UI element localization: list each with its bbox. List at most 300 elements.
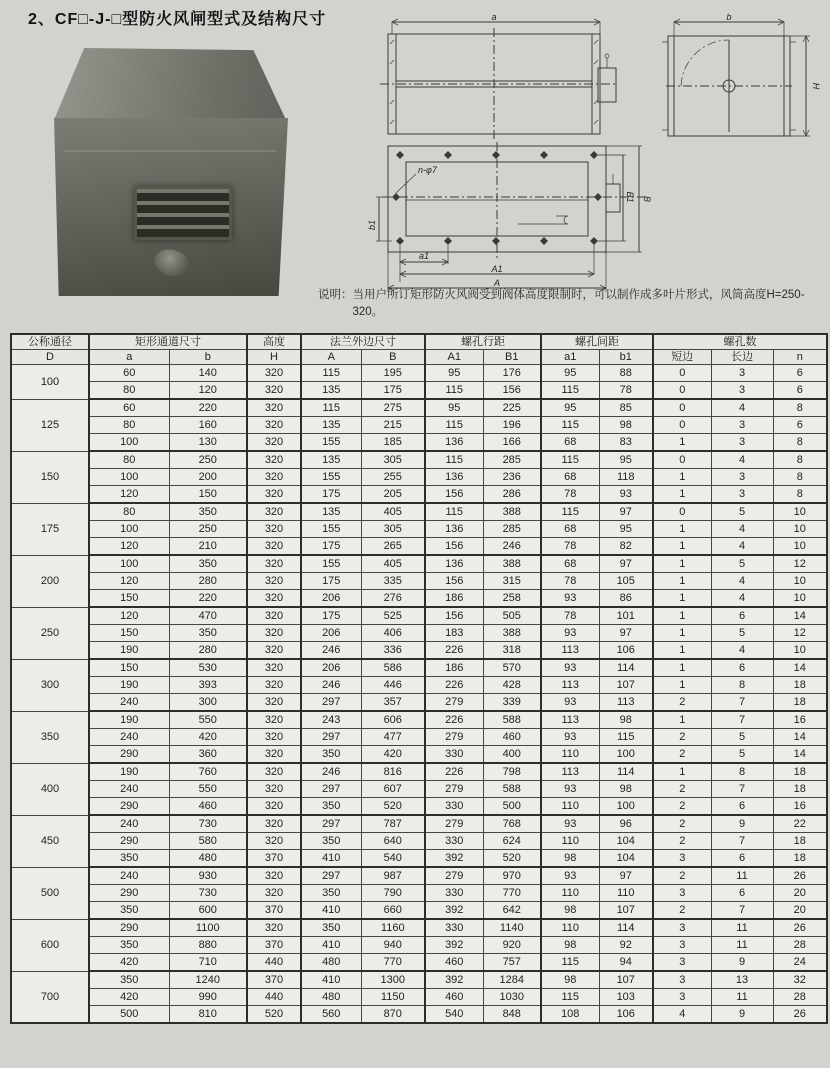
table-cell: 1 bbox=[653, 625, 711, 642]
table-cell: 392 bbox=[425, 937, 483, 954]
table-cell: 106 bbox=[599, 642, 653, 660]
table-cell: 770 bbox=[483, 885, 541, 902]
table-cell: 400 bbox=[483, 746, 541, 764]
table-cell: 470 bbox=[169, 607, 247, 625]
table-cell: 7 bbox=[711, 833, 773, 850]
end-view-top-dim-label: b bbox=[726, 12, 732, 22]
table-cell: 816 bbox=[361, 763, 425, 781]
table-cell: 175 bbox=[301, 573, 361, 590]
table-cell: 570 bbox=[483, 659, 541, 677]
table-row bbox=[11, 729, 827, 746]
table-cell: 768 bbox=[483, 815, 541, 833]
table-cell: 246 bbox=[483, 538, 541, 556]
table-row bbox=[11, 399, 827, 417]
table-cell: 98 bbox=[541, 902, 599, 920]
table-cell: 500 bbox=[483, 798, 541, 816]
table-cell: 183 bbox=[425, 625, 483, 642]
column-group-header: 法兰外边尺寸 bbox=[301, 334, 425, 350]
table-cell: 78 bbox=[599, 382, 653, 400]
table-cell: 246 bbox=[301, 642, 361, 660]
table-cell: 870 bbox=[361, 1006, 425, 1024]
table-cell: 11 bbox=[711, 919, 773, 937]
table-cell: 6 bbox=[773, 365, 827, 382]
table-cell: 95 bbox=[541, 365, 599, 382]
table-cell: 336 bbox=[361, 642, 425, 660]
table-cell: 156 bbox=[425, 486, 483, 504]
table-cell: 440 bbox=[247, 989, 301, 1006]
table-cell: 320 bbox=[247, 451, 301, 469]
table-cell: 318 bbox=[483, 642, 541, 660]
table-row bbox=[11, 625, 827, 642]
table-cell: 757 bbox=[483, 954, 541, 972]
table-cell: 4 bbox=[711, 573, 773, 590]
table-cell: 175 bbox=[301, 607, 361, 625]
table-cell: 106 bbox=[599, 1006, 653, 1024]
table-cell: 115 bbox=[425, 417, 483, 434]
table-cell: 2 bbox=[653, 867, 711, 885]
table-row bbox=[11, 451, 827, 469]
table-cell: 10 bbox=[773, 538, 827, 556]
end-view-height-dim-label: H bbox=[811, 82, 821, 90]
column-subheader: B1 bbox=[483, 350, 541, 365]
table-cell: 1160 bbox=[361, 919, 425, 937]
table-cell: 156 bbox=[425, 607, 483, 625]
table-cell: 360 bbox=[169, 746, 247, 764]
photo-seam bbox=[64, 150, 276, 152]
table-cell: 78 bbox=[541, 573, 599, 590]
table-cell: 520 bbox=[361, 798, 425, 816]
table-cell: 320 bbox=[247, 434, 301, 452]
table-cell: 94 bbox=[599, 954, 653, 972]
table-cell: 500 bbox=[89, 1006, 169, 1024]
table-cell: 285 bbox=[483, 521, 541, 538]
table-cell: 1 bbox=[653, 763, 711, 781]
table-cell: 320 bbox=[247, 365, 301, 382]
table-cell: 320 bbox=[247, 815, 301, 833]
table-cell: 88 bbox=[599, 365, 653, 382]
table-cell: 320 bbox=[247, 694, 301, 712]
table-row bbox=[11, 677, 827, 694]
nominal-diameter-cell: 300 bbox=[11, 659, 89, 711]
table-cell: 166 bbox=[483, 434, 541, 452]
table-cell: 410 bbox=[301, 971, 361, 989]
table-cell: 1240 bbox=[169, 971, 247, 989]
table-cell: 175 bbox=[301, 486, 361, 504]
table-cell: 155 bbox=[301, 469, 361, 486]
table-cell: 0 bbox=[653, 399, 711, 417]
table-cell: 186 bbox=[425, 659, 483, 677]
table-cell: 1030 bbox=[483, 989, 541, 1006]
table-cell: 28 bbox=[773, 937, 827, 954]
table-cell: 195 bbox=[361, 365, 425, 382]
table-cell: 60 bbox=[89, 399, 169, 417]
table-cell: 80 bbox=[89, 503, 169, 521]
table-cell: 330 bbox=[425, 885, 483, 902]
table-cell: 100 bbox=[89, 434, 169, 452]
table-cell: 28 bbox=[773, 989, 827, 1006]
table-cell: 388 bbox=[483, 555, 541, 573]
table-cell: 250 bbox=[169, 521, 247, 538]
table-cell: 388 bbox=[483, 625, 541, 642]
table-cell: 250 bbox=[169, 451, 247, 469]
table-cell: 185 bbox=[361, 434, 425, 452]
table-cell: 279 bbox=[425, 867, 483, 885]
table-cell: 8 bbox=[773, 451, 827, 469]
table-cell: 140 bbox=[169, 365, 247, 382]
dimension-table bbox=[10, 333, 828, 1024]
table-cell: 100 bbox=[89, 469, 169, 486]
table-cell: 156 bbox=[425, 573, 483, 590]
column-subheader: 长边 bbox=[711, 350, 773, 365]
table-row bbox=[11, 590, 827, 608]
table-cell: 8 bbox=[773, 486, 827, 504]
column-group-header: 螺孔行距 bbox=[425, 334, 541, 350]
table-cell: 8 bbox=[773, 434, 827, 452]
table-cell: 11 bbox=[711, 867, 773, 885]
table-cell: 107 bbox=[599, 902, 653, 920]
table-cell: 9 bbox=[711, 1006, 773, 1024]
table-cell: 350 bbox=[301, 885, 361, 902]
table-cell: 190 bbox=[89, 677, 169, 694]
table-cell: 339 bbox=[483, 694, 541, 712]
table-cell: 258 bbox=[483, 590, 541, 608]
table-cell: 14 bbox=[773, 607, 827, 625]
table-row bbox=[11, 763, 827, 781]
table-cell: 156 bbox=[483, 382, 541, 400]
table-cell: 104 bbox=[599, 833, 653, 850]
table-cell: 11 bbox=[711, 937, 773, 954]
table-cell: 3 bbox=[653, 937, 711, 954]
table-cell: 18 bbox=[773, 677, 827, 694]
table-cell: 135 bbox=[301, 451, 361, 469]
column-group-header: 高度 bbox=[247, 334, 301, 350]
table-cell: 115 bbox=[301, 399, 361, 417]
table-cell: 320 bbox=[247, 399, 301, 417]
table-cell: 300 bbox=[169, 694, 247, 712]
table-cell: 226 bbox=[425, 711, 483, 729]
table-cell: 320 bbox=[247, 642, 301, 660]
table-row bbox=[11, 954, 827, 972]
table-cell: 406 bbox=[361, 625, 425, 642]
table-cell: 16 bbox=[773, 798, 827, 816]
table-cell: 205 bbox=[361, 486, 425, 504]
table-cell: 2 bbox=[653, 694, 711, 712]
table-cell: 480 bbox=[301, 954, 361, 972]
table-cell: 280 bbox=[169, 642, 247, 660]
table-cell: 1300 bbox=[361, 971, 425, 989]
table-cell: 95 bbox=[425, 399, 483, 417]
table-cell: 970 bbox=[483, 867, 541, 885]
table-cell: 440 bbox=[247, 954, 301, 972]
table-cell: 100 bbox=[599, 798, 653, 816]
nominal-diameter-cell: 600 bbox=[11, 919, 89, 971]
table-row bbox=[11, 607, 827, 625]
table-cell: 18 bbox=[773, 833, 827, 850]
table-cell: 1 bbox=[653, 486, 711, 504]
table-cell: 405 bbox=[361, 503, 425, 521]
table-cell: 120 bbox=[89, 486, 169, 504]
table-cell: 7 bbox=[711, 694, 773, 712]
table-cell: 104 bbox=[599, 850, 653, 868]
table-cell: 588 bbox=[483, 711, 541, 729]
table-cell: 0 bbox=[653, 503, 711, 521]
table-cell: 156 bbox=[425, 538, 483, 556]
table-cell: 370 bbox=[247, 902, 301, 920]
table-cell: 848 bbox=[483, 1006, 541, 1024]
table-cell: 330 bbox=[425, 798, 483, 816]
table-row bbox=[11, 902, 827, 920]
table-cell: 26 bbox=[773, 919, 827, 937]
table-cell: 130 bbox=[169, 434, 247, 452]
table-row bbox=[11, 538, 827, 556]
table-cell: 3 bbox=[711, 486, 773, 504]
table-cell: 3 bbox=[653, 989, 711, 1006]
nominal-diameter-cell: 150 bbox=[11, 451, 89, 503]
table-cell: 1100 bbox=[169, 919, 247, 937]
table-cell: 1 bbox=[653, 434, 711, 452]
table-cell: 297 bbox=[301, 815, 361, 833]
table-cell: 115 bbox=[301, 365, 361, 382]
table-cell: 320 bbox=[247, 555, 301, 573]
table-cell: 115 bbox=[541, 451, 599, 469]
table-cell: 477 bbox=[361, 729, 425, 746]
table-cell: 370 bbox=[247, 971, 301, 989]
table-cell: 290 bbox=[89, 746, 169, 764]
table-cell: 3 bbox=[711, 469, 773, 486]
table-cell: 540 bbox=[361, 850, 425, 868]
table-cell: 2 bbox=[653, 798, 711, 816]
table-cell: 880 bbox=[169, 937, 247, 954]
table-cell: 320 bbox=[247, 469, 301, 486]
column-subheader: n bbox=[773, 350, 827, 365]
table-row bbox=[11, 833, 827, 850]
table-cell: 18 bbox=[773, 763, 827, 781]
table-cell: 320 bbox=[247, 417, 301, 434]
table-cell: 810 bbox=[169, 1006, 247, 1024]
table-cell: 97 bbox=[599, 503, 653, 521]
table-cell: 7 bbox=[711, 902, 773, 920]
table-cell: 350 bbox=[169, 503, 247, 521]
table-cell: 10 bbox=[773, 521, 827, 538]
table-cell: 3 bbox=[653, 954, 711, 972]
table-cell: 315 bbox=[483, 573, 541, 590]
photo-top-face bbox=[54, 48, 286, 120]
table-cell: 190 bbox=[89, 763, 169, 781]
table-cell: 1 bbox=[653, 642, 711, 660]
table-cell: 560 bbox=[301, 1006, 361, 1024]
table-cell: 206 bbox=[301, 590, 361, 608]
table-cell: 115 bbox=[541, 954, 599, 972]
table-cell: 93 bbox=[541, 729, 599, 746]
table-cell: 107 bbox=[599, 971, 653, 989]
table-cell: 320 bbox=[247, 607, 301, 625]
table-cell: 530 bbox=[169, 659, 247, 677]
table-cell: 320 bbox=[247, 746, 301, 764]
column-subheader: 短边 bbox=[653, 350, 711, 365]
table-cell: 276 bbox=[361, 590, 425, 608]
table-cell: 798 bbox=[483, 763, 541, 781]
table-cell: 320 bbox=[247, 833, 301, 850]
table-cell: 10 bbox=[773, 642, 827, 660]
nominal-diameter-cell: 500 bbox=[11, 867, 89, 919]
table-cell: 320 bbox=[247, 677, 301, 694]
table-cell: 240 bbox=[89, 781, 169, 798]
table-cell: 480 bbox=[301, 989, 361, 1006]
table-cell: 96 bbox=[599, 815, 653, 833]
column-subheader: b bbox=[169, 350, 247, 365]
table-cell: 320 bbox=[247, 590, 301, 608]
table-cell: 196 bbox=[483, 417, 541, 434]
table-row bbox=[11, 434, 827, 452]
spec-table-head bbox=[11, 334, 827, 365]
table-cell: 460 bbox=[169, 798, 247, 816]
table-cell: 990 bbox=[169, 989, 247, 1006]
end-view-drawing bbox=[636, 12, 826, 142]
table-cell: 8 bbox=[773, 399, 827, 417]
table-cell: 107 bbox=[599, 677, 653, 694]
table-cell: 320 bbox=[247, 919, 301, 937]
table-cell: 20 bbox=[773, 902, 827, 920]
column-group-header: 公称通径 bbox=[11, 334, 89, 350]
table-cell: 150 bbox=[89, 590, 169, 608]
table-cell: 18 bbox=[773, 694, 827, 712]
table-cell: 118 bbox=[599, 469, 653, 486]
table-cell: 320 bbox=[247, 798, 301, 816]
table-cell: 4 bbox=[711, 642, 773, 660]
table-cell: 420 bbox=[89, 989, 169, 1006]
table-cell: 7 bbox=[711, 711, 773, 729]
table-cell: 420 bbox=[169, 729, 247, 746]
table-cell: 1 bbox=[653, 521, 711, 538]
table-cell: 10 bbox=[773, 590, 827, 608]
table-cell: 83 bbox=[599, 434, 653, 452]
table-cell: 8 bbox=[711, 677, 773, 694]
table-cell: 4 bbox=[711, 590, 773, 608]
table-cell: 350 bbox=[89, 937, 169, 954]
table-cell: 95 bbox=[599, 521, 653, 538]
table-cell: 940 bbox=[361, 937, 425, 954]
table-cell: 6 bbox=[773, 417, 827, 434]
nominal-diameter-cell: 200 bbox=[11, 555, 89, 607]
table-cell: 26 bbox=[773, 1006, 827, 1024]
table-cell: 0 bbox=[653, 451, 711, 469]
table-cell: 93 bbox=[541, 590, 599, 608]
table-cell: 580 bbox=[169, 833, 247, 850]
table-cell: 930 bbox=[169, 867, 247, 885]
table-cell: 320 bbox=[247, 885, 301, 902]
table-cell: 68 bbox=[541, 555, 599, 573]
table-cell: 150 bbox=[89, 659, 169, 677]
table-cell: 86 bbox=[599, 590, 653, 608]
table-cell: 9 bbox=[711, 815, 773, 833]
table-cell: 110 bbox=[599, 885, 653, 902]
table-row bbox=[11, 382, 827, 400]
table-cell: 226 bbox=[425, 677, 483, 694]
table-cell: 305 bbox=[361, 451, 425, 469]
table-cell: 80 bbox=[89, 382, 169, 400]
table-cell: 0 bbox=[653, 417, 711, 434]
table-cell: 115 bbox=[425, 451, 483, 469]
table-cell: 290 bbox=[89, 798, 169, 816]
table-cell: 3 bbox=[653, 850, 711, 868]
table-cell: 78 bbox=[541, 538, 599, 556]
table-cell: 297 bbox=[301, 729, 361, 746]
table-row bbox=[11, 867, 827, 885]
table-cell: 275 bbox=[361, 399, 425, 417]
table-cell: 115 bbox=[541, 503, 599, 521]
table-cell: 32 bbox=[773, 971, 827, 989]
table-cell: 114 bbox=[599, 919, 653, 937]
table-cell: 115 bbox=[541, 382, 599, 400]
table-cell: 320 bbox=[247, 573, 301, 590]
table-cell: 350 bbox=[169, 555, 247, 573]
table-cell: 290 bbox=[89, 833, 169, 850]
table-cell: 350 bbox=[301, 798, 361, 816]
table-cell: 6 bbox=[711, 607, 773, 625]
table-cell: 320 bbox=[247, 729, 301, 746]
table-row bbox=[11, 850, 827, 868]
table-cell: 730 bbox=[169, 885, 247, 902]
table-cell: 98 bbox=[541, 850, 599, 868]
table-cell: 175 bbox=[301, 538, 361, 556]
table-cell: 1 bbox=[653, 677, 711, 694]
table-cell: 320 bbox=[247, 763, 301, 781]
spec-table-body bbox=[11, 365, 827, 1024]
table-cell: 98 bbox=[599, 781, 653, 798]
table-cell: 330 bbox=[425, 833, 483, 850]
table-cell: 640 bbox=[361, 833, 425, 850]
table-cell: 460 bbox=[425, 989, 483, 1006]
nominal-diameter-cell: 450 bbox=[11, 815, 89, 867]
table-cell: 110 bbox=[541, 885, 599, 902]
table-cell: 290 bbox=[89, 919, 169, 937]
nominal-diameter-cell: 175 bbox=[11, 503, 89, 555]
table-cell: 320 bbox=[247, 503, 301, 521]
table-cell: 135 bbox=[301, 503, 361, 521]
table-cell: 2 bbox=[653, 746, 711, 764]
table-cell: 920 bbox=[483, 937, 541, 954]
table-cell: 97 bbox=[599, 625, 653, 642]
table-row bbox=[11, 798, 827, 816]
table-cell: 60 bbox=[89, 365, 169, 382]
table-cell: 190 bbox=[89, 711, 169, 729]
table-cell: 3 bbox=[711, 417, 773, 434]
table-cell: 4 bbox=[711, 521, 773, 538]
table-cell: 6 bbox=[773, 382, 827, 400]
column-group-header: 螺孔数 bbox=[653, 334, 827, 350]
table-cell: 3 bbox=[711, 382, 773, 400]
table-cell: 8 bbox=[773, 469, 827, 486]
table-cell: 120 bbox=[89, 573, 169, 590]
table-cell: 790 bbox=[361, 885, 425, 902]
table-cell: 98 bbox=[541, 971, 599, 989]
side-view-drawing bbox=[372, 12, 622, 142]
table-cell: 1 bbox=[653, 590, 711, 608]
table-cell: 4 bbox=[711, 451, 773, 469]
flange-A-dim-label: A bbox=[493, 278, 501, 288]
table-cell: 5 bbox=[711, 555, 773, 573]
note-label: 说明： bbox=[318, 289, 353, 301]
table-cell: 110 bbox=[541, 919, 599, 937]
table-row bbox=[11, 989, 827, 1006]
table-row bbox=[11, 1006, 827, 1024]
table-cell: 80 bbox=[89, 417, 169, 434]
table-cell: 10 bbox=[773, 503, 827, 521]
photo-louver-panel bbox=[134, 186, 232, 240]
table-cell: 93 bbox=[541, 815, 599, 833]
table-cell: 279 bbox=[425, 729, 483, 746]
table-cell: 410 bbox=[301, 850, 361, 868]
